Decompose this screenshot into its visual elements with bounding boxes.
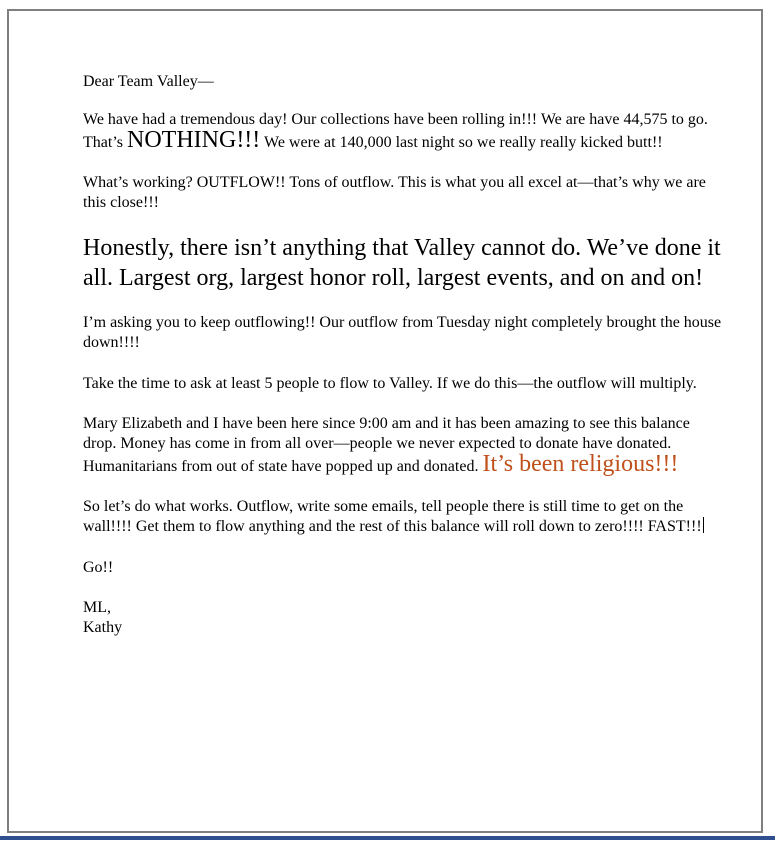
page-bottom-rule: [0, 836, 775, 840]
religious-emphasis: It’s been religious!!!: [482, 451, 679, 477]
salutation: Dear Team Valley—: [83, 73, 214, 90]
closing: ML,: [83, 599, 111, 616]
paragraph-collections: [83, 110, 723, 153]
nothing-emphasis: NOTHING!!!: [127, 127, 261, 153]
paragraph-balance-drop-text: Mary Elizabeth and I have been here since 9:00 am and it has been amazing to see this balance drop. Money has come in from all over—people we never expected to donate have donated. Humanitarians from out of state have popped up and donated.: [83, 415, 690, 475]
paragraph-collections-start: We have had a tremendous day! Our collections have been rolling in!!! We are have 44,575 to go. That’s: [83, 111, 708, 151]
paragraph-keep-outflowing: I’m asking you to keep outflowing!! Our outflow from Tuesday night completely brought the house down!!!!: [83, 314, 722, 351]
signature: Kathy: [83, 619, 123, 636]
paragraph-whats-working: What’s working? OUTFLOW!! Tons of outflow. This is what you all excel at—that’s why we are this close!!!: [83, 174, 706, 211]
letter-body: [83, 72, 723, 638]
text-cursor: [703, 517, 704, 533]
paragraph-what-works: [83, 497, 723, 537]
paragraph-ask-people: Take the time to ask at least 5 people to flow to Valley. If we do this—the outflow will multiply.: [83, 375, 697, 392]
paragraph-balance-drop: [83, 414, 723, 477]
paragraph-honestly: Honestly, there isn’t anything that Valley cannot do. We’ve done it all. Largest org, largest honor roll, largest events, and on and on!: [83, 235, 721, 291]
paragraph-what-works-text: So let’s do what works. Outflow, write some emails, tell people there is still time to get on the wall!!!! Get them to flow anything and the rest of this balance will roll down to zero!!!! FAST!!!: [83, 498, 702, 535]
paragraph-collections-end: We were at 140,000 last night so we really really kicked butt!!: [260, 134, 663, 151]
paragraph-go: Go!!: [83, 559, 114, 576]
